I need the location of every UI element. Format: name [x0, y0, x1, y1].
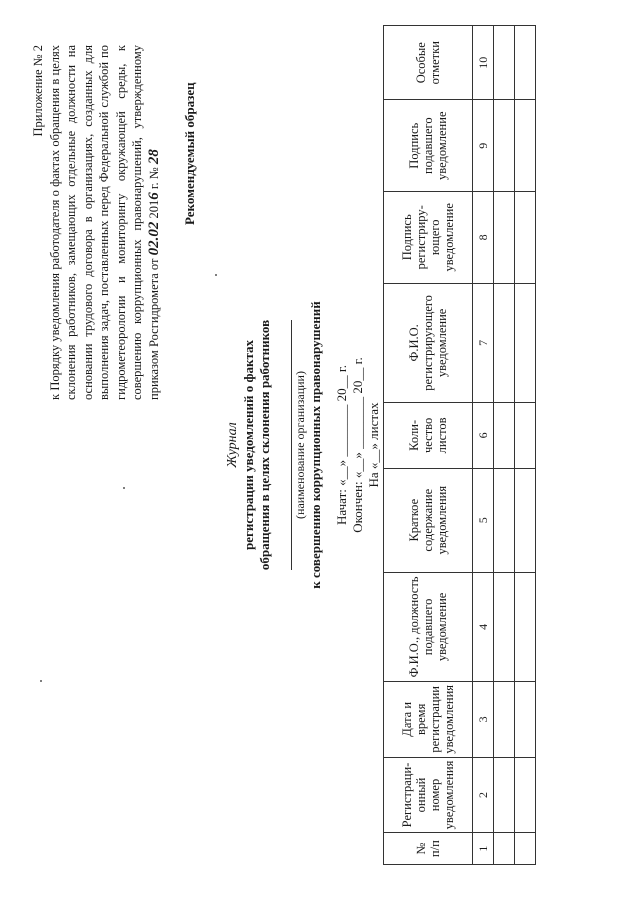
- table-row: [515, 26, 536, 865]
- table-cell: [515, 681, 536, 757]
- header-cell: Регистраци-онный номер уведомления: [384, 757, 473, 833]
- journal-started: Начат: «__» ________ 20__ г.: [334, 364, 349, 526]
- handwritten-year: 6: [145, 192, 162, 200]
- journal-subtitle-1: регистрации уведомлений о фактах: [241, 339, 256, 551]
- header-cell: Дата и время регистрации уведомления: [384, 681, 473, 757]
- table-cell: [494, 468, 515, 572]
- year-text: 201: [146, 199, 161, 219]
- registration-table: [383, 25, 536, 865]
- number-cell: 9: [473, 100, 494, 192]
- handwritten-order-number: 28: [145, 149, 162, 165]
- table-cell: [515, 26, 536, 100]
- header-cell: № п/п: [384, 833, 473, 865]
- journal-title: Журнал: [225, 422, 240, 468]
- header-cell: Ф.И.О., должность подавшего уведомление: [384, 572, 473, 681]
- table-cell: [494, 833, 515, 865]
- table-cell: [515, 572, 536, 681]
- org-subject: к совершению коррупционных правонарушений: [308, 301, 323, 589]
- table-number-row: [473, 26, 494, 865]
- number-cell: 3: [473, 681, 494, 757]
- number-cell: 10: [473, 26, 494, 100]
- table-cell: [515, 403, 536, 468]
- table-cell: [515, 283, 536, 403]
- order-prefix: г. №: [146, 167, 161, 190]
- number-cell: 2: [473, 757, 494, 833]
- number-cell: 1: [473, 833, 494, 865]
- appendix-text: к Порядку уведомления работодателя о фактах обращения в целях склонения работников, замещающих отдельные должности на основании трудового договора в организациях, созданных для выполнения задач, поставленных перед Федеральной службой по гидрометеорологии и мониторингу окружающей среды, к совершению коррупционных правонарушений, утвержденному приказом Росгидромета от: [47, 45, 161, 400]
- table-cell: [494, 403, 515, 468]
- org-caption: (наименование организации): [293, 371, 307, 519]
- table-cell: [494, 192, 515, 284]
- table-cell: [515, 192, 536, 284]
- number-cell: 4: [473, 572, 494, 681]
- table-cell: [494, 26, 515, 100]
- journal-dates: [334, 225, 382, 665]
- number-cell: 7: [473, 283, 494, 403]
- appendix-title: Приложение № 2: [31, 45, 45, 137]
- table-header-row: [384, 26, 473, 865]
- table-cell: [494, 757, 515, 833]
- table-cell: [515, 468, 536, 572]
- header-cell: Коли-чество листов: [384, 403, 473, 468]
- header-cell: Подпись регистриру-ющего уведомление: [384, 192, 473, 284]
- recommended-label: Рекомендуемый образец: [182, 82, 197, 225]
- handwritten-date: 02.02: [145, 221, 162, 256]
- number-cell: 8: [473, 192, 494, 284]
- scan-speck: [40, 680, 42, 682]
- header-cell: Краткое содержание уведомления: [384, 468, 473, 572]
- scan-speck: [215, 274, 217, 276]
- table-cell: [515, 100, 536, 192]
- number-cell: 5: [473, 468, 494, 572]
- journal-sheets: На «__» листах: [366, 402, 381, 488]
- header-cell: Подпись подавшего уведомление: [384, 100, 473, 192]
- table-cell: [494, 681, 515, 757]
- scan-speck: [123, 487, 125, 489]
- header-cell: Особые отметки: [384, 26, 473, 100]
- table-cell: [515, 833, 536, 865]
- table-cell: [494, 283, 515, 403]
- table-cell: [515, 757, 536, 833]
- table-cell: [494, 100, 515, 192]
- table-row: [494, 26, 515, 865]
- journal-ended: Окончен: «__» ________ 20__ г.: [350, 357, 365, 533]
- table-cell: [494, 572, 515, 681]
- journal-heading: [225, 225, 382, 665]
- header-cell: Ф.И.О. регистрирующего уведомление: [384, 283, 473, 403]
- journal-subtitle-2: обращения в целях склонения работников: [257, 319, 272, 571]
- number-cell: 6: [473, 403, 494, 468]
- appendix-block: [30, 45, 162, 400]
